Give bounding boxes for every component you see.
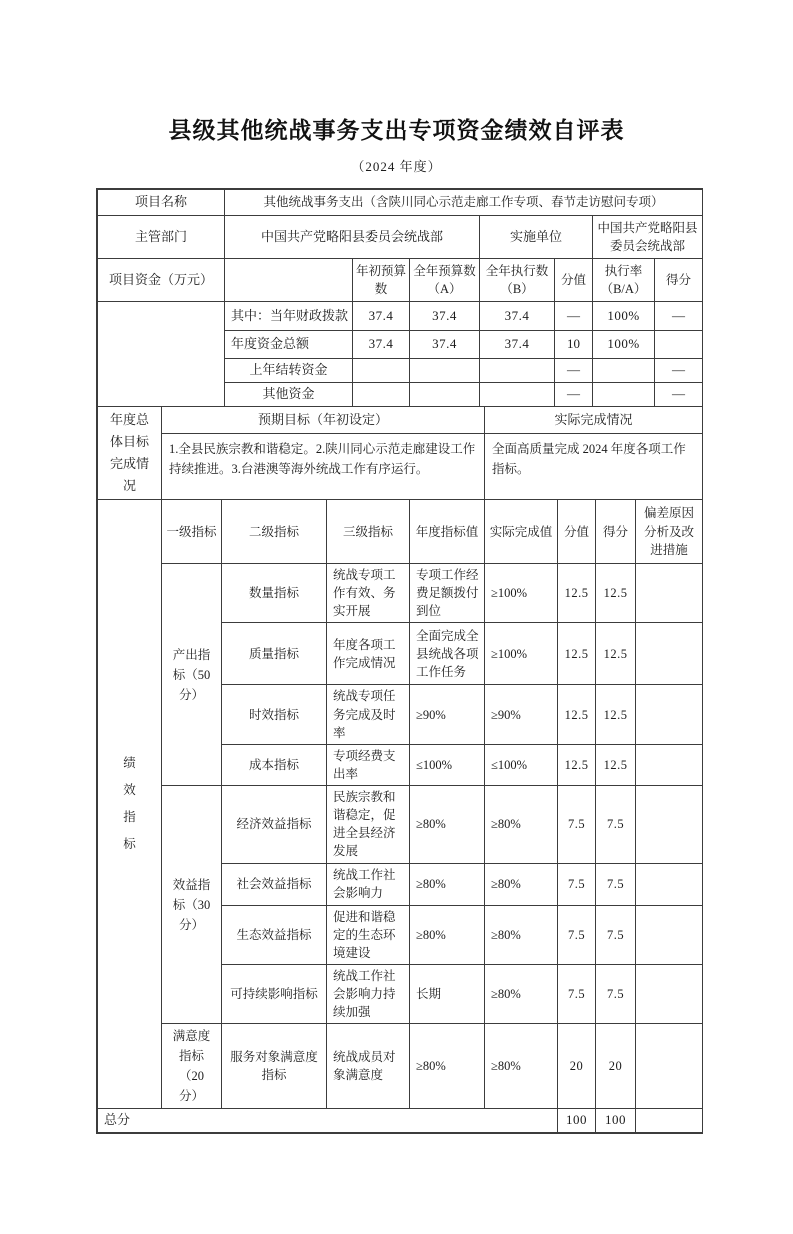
funds-header-row: [98, 259, 703, 302]
fund-year-budget: [410, 359, 480, 383]
info-section: [97, 189, 703, 259]
indicator-score: 7.5: [596, 786, 636, 864]
indicator-deviation: [636, 863, 703, 905]
indicator-deviation: [636, 1024, 703, 1109]
dept-value: 中国共产党略阳县委员会统战部: [225, 216, 480, 259]
indicator-actual: ≥80%: [485, 863, 558, 905]
fund-begin-budget: 37.4: [353, 302, 410, 331]
indicator-level3: 统战专项工作有效、务实开展: [327, 564, 410, 623]
indicator-deviation: [636, 564, 703, 623]
indicator-score-value: 12.5: [558, 564, 596, 623]
page-subtitle: （2024 年度）: [351, 159, 442, 174]
fund-score: —: [655, 359, 703, 383]
indicator-level2: 生态效益指标: [222, 905, 327, 964]
group-output-label-text: 产出指标（50分）: [172, 647, 211, 702]
indicator-deviation: [636, 905, 703, 964]
col-score: 得分: [596, 500, 636, 564]
indicator-level2: 可持续影响指标: [222, 964, 327, 1023]
fund-begin-budget: 37.4: [353, 331, 410, 359]
indicator-actual: ≥90%: [485, 685, 558, 744]
indicator-level3: 统战成员对象满意度: [327, 1024, 410, 1109]
total-deviation: [636, 1109, 703, 1133]
group-satisfaction-label-text: 满意度指标（20分）: [172, 1029, 211, 1104]
indicator-level2: 成本指标: [222, 744, 327, 785]
document-page: [0, 112, 793, 1134]
indicator-score-value: 12.5: [558, 744, 596, 785]
dept-label: 主管部门: [98, 216, 225, 259]
empty-cell: [98, 302, 225, 407]
annual-goal-section: [97, 406, 703, 500]
indicator-target: ≥80%: [410, 1024, 485, 1109]
indicator-level3: 年度各项工作完成情况: [327, 623, 410, 685]
indicator-row: [98, 564, 703, 623]
indicator-level3: 统战专项任务完成及时率: [327, 685, 410, 744]
indicator-level3: 民族宗教和谐稳定，促进全县经济发展: [327, 786, 410, 864]
indicator-deviation: [636, 786, 703, 864]
indicator-deviation: [636, 744, 703, 785]
indicator-target: ≤100%: [410, 744, 485, 785]
indicator-actual: ≥80%: [485, 786, 558, 864]
indicator-score-value: 20: [558, 1024, 596, 1109]
indicator-score-value: 7.5: [558, 905, 596, 964]
fund-row: [98, 302, 703, 331]
fund-executed: [480, 359, 555, 383]
empty-cell: [225, 259, 353, 302]
funds-col-executed: 全年执行数（B）: [480, 259, 555, 302]
indicator-actual: ≥80%: [485, 964, 558, 1023]
indicator-level3: 专项经费支出率: [327, 744, 410, 785]
fund-score: [655, 331, 703, 359]
actual-result-text: 全面高质量完成 2024 年度各项工作指标。: [485, 434, 703, 500]
indicator-actual: ≤100%: [485, 744, 558, 785]
indicators-section-label: [98, 500, 162, 1109]
fund-score: —: [655, 302, 703, 331]
indicator-level2: 经济效益指标: [222, 786, 327, 864]
indicator-score: 7.5: [596, 905, 636, 964]
indicator-score: 12.5: [596, 564, 636, 623]
goal-section-label-text: 年度总体目标完成情况: [109, 411, 149, 493]
group-benefit-label: [162, 786, 222, 1024]
group-satisfaction-label: [162, 1024, 222, 1109]
indicator-score-value: 7.5: [558, 964, 596, 1023]
fund-exec-rate: 100%: [593, 331, 655, 359]
col-score-value: 分值: [558, 500, 596, 564]
indicator-target: ≥90%: [410, 685, 485, 744]
project-name-value: 其他统战事务支出（含陕川同心示范走廊工作专项、春节走访慰问专项）: [225, 190, 703, 216]
indicators-section: [97, 499, 703, 1109]
actual-result-header: 实际完成情况: [485, 406, 703, 434]
indicator-level2: 数量指标: [222, 564, 327, 623]
group-output-label: [162, 564, 222, 786]
fund-executed: 37.4: [480, 331, 555, 359]
fund-begin-budget: [353, 382, 410, 406]
indicator-actual: ≥100%: [485, 623, 558, 685]
group-benefit-label-text: 效益指标（30分）: [172, 877, 211, 932]
funds-col-score: 得分: [655, 259, 703, 302]
indicator-deviation: [636, 685, 703, 744]
indicator-level3: 统战工作社会影响力: [327, 863, 410, 905]
fund-score-value: —: [555, 302, 593, 331]
indicator-target: 长期: [410, 964, 485, 1023]
funds-section-label: 项目资金（万元）: [98, 259, 225, 302]
indicator-actual: ≥80%: [485, 905, 558, 964]
fund-year-budget: 37.4: [410, 302, 480, 331]
funds-col-begin-budget: 年初预算数: [353, 259, 410, 302]
indicator-actual: ≥80%: [485, 1024, 558, 1109]
project-name-row: [98, 190, 703, 216]
expected-goal-text: 1.全县民族宗教和谐稳定。2.陕川同心示范走廊建设工作持续推进。3.台港澳等海外统战工作有序运行。: [162, 434, 485, 500]
funds-col-exec-rate: 执行率（B/A）: [593, 259, 655, 302]
indicator-target: 专项工作经费足额拨付到位: [410, 564, 485, 623]
fund-exec-rate: [593, 382, 655, 406]
funds-col-score-value: 分值: [555, 259, 593, 302]
fund-row-label: 上年结转资金: [225, 359, 353, 383]
indicator-level3: 促进和谐稳定的生态环境建设: [327, 905, 410, 964]
indicator-score: 20: [596, 1024, 636, 1109]
fund-score: —: [655, 382, 703, 406]
total-row: [98, 1109, 703, 1133]
col-actual: 实际完成值: [485, 500, 558, 564]
col-target: 年度指标值: [410, 500, 485, 564]
indicator-level2: 时效指标: [222, 685, 327, 744]
funds-section: [97, 258, 703, 407]
indicator-header-row: [98, 500, 703, 564]
indicator-score: 12.5: [596, 685, 636, 744]
indicator-level3: 统战工作社会影响力持续加强: [327, 964, 410, 1023]
indicator-target: ≥80%: [410, 863, 485, 905]
goal-content-row: [98, 434, 703, 500]
indicator-score: 12.5: [596, 623, 636, 685]
indicator-level2: 服务对象满意度指标: [222, 1024, 327, 1109]
indicator-score: 12.5: [596, 744, 636, 785]
indicator-row: [98, 1024, 703, 1109]
col-level1: 一级指标: [162, 500, 222, 564]
fund-begin-budget: [353, 359, 410, 383]
funds-col-year-budget: 全年预算数（A）: [410, 259, 480, 302]
fund-score-value: 10: [555, 331, 593, 359]
goal-section-label: [98, 406, 162, 499]
department-row: [98, 216, 703, 259]
indicators-section-label-text: 绩效指标: [123, 756, 136, 852]
fund-score-value: —: [555, 359, 593, 383]
indicator-target: ≥80%: [410, 905, 485, 964]
evaluation-table: [96, 188, 703, 1134]
fund-year-budget: [410, 382, 480, 406]
indicator-score-value: 12.5: [558, 623, 596, 685]
total-label: 总分: [98, 1109, 558, 1133]
fund-score-value: —: [555, 382, 593, 406]
fund-row-label: 年度资金总额: [225, 331, 353, 359]
fund-row-label: 其他资金: [225, 382, 353, 406]
indicator-level2: 质量指标: [222, 623, 327, 685]
indicator-target: 全面完成全县统战各项工作任务: [410, 623, 485, 685]
project-name-label: 项目名称: [98, 190, 225, 216]
fund-year-budget: 37.4: [410, 331, 480, 359]
expected-goal-header: 预期目标（年初设定）: [162, 406, 485, 434]
total-score: 100: [596, 1109, 636, 1133]
goal-header-row: [98, 406, 703, 434]
indicator-deviation: [636, 623, 703, 685]
indicator-score-value: 12.5: [558, 685, 596, 744]
col-level2: 二级指标: [222, 500, 327, 564]
fund-executed: 37.4: [480, 302, 555, 331]
impl-unit-value: 中国共产党略阳县委员会统战部: [593, 216, 703, 259]
indicator-score-value: 7.5: [558, 863, 596, 905]
indicator-score-value: 7.5: [558, 786, 596, 864]
indicator-target: ≥80%: [410, 786, 485, 864]
total-score-value: 100: [558, 1109, 596, 1133]
impl-unit-label: 实施单位: [480, 216, 593, 259]
indicator-score: 7.5: [596, 964, 636, 1023]
total-section: [97, 1108, 703, 1133]
indicator-actual: ≥100%: [485, 564, 558, 623]
indicator-score: 7.5: [596, 863, 636, 905]
indicator-row: [98, 786, 703, 864]
fund-exec-rate: [593, 359, 655, 383]
fund-exec-rate: 100%: [593, 302, 655, 331]
indicator-level2: 社会效益指标: [222, 863, 327, 905]
indicator-deviation: [636, 964, 703, 1023]
page-title: 县级其他统战事务支出专项资金绩效自评表: [168, 117, 625, 143]
col-level3: 三级指标: [327, 500, 410, 564]
fund-row-label: 其中：当年财政拨款: [225, 302, 353, 331]
fund-executed: [480, 382, 555, 406]
col-deviation: 偏差原因分析及改进措施: [636, 500, 703, 564]
